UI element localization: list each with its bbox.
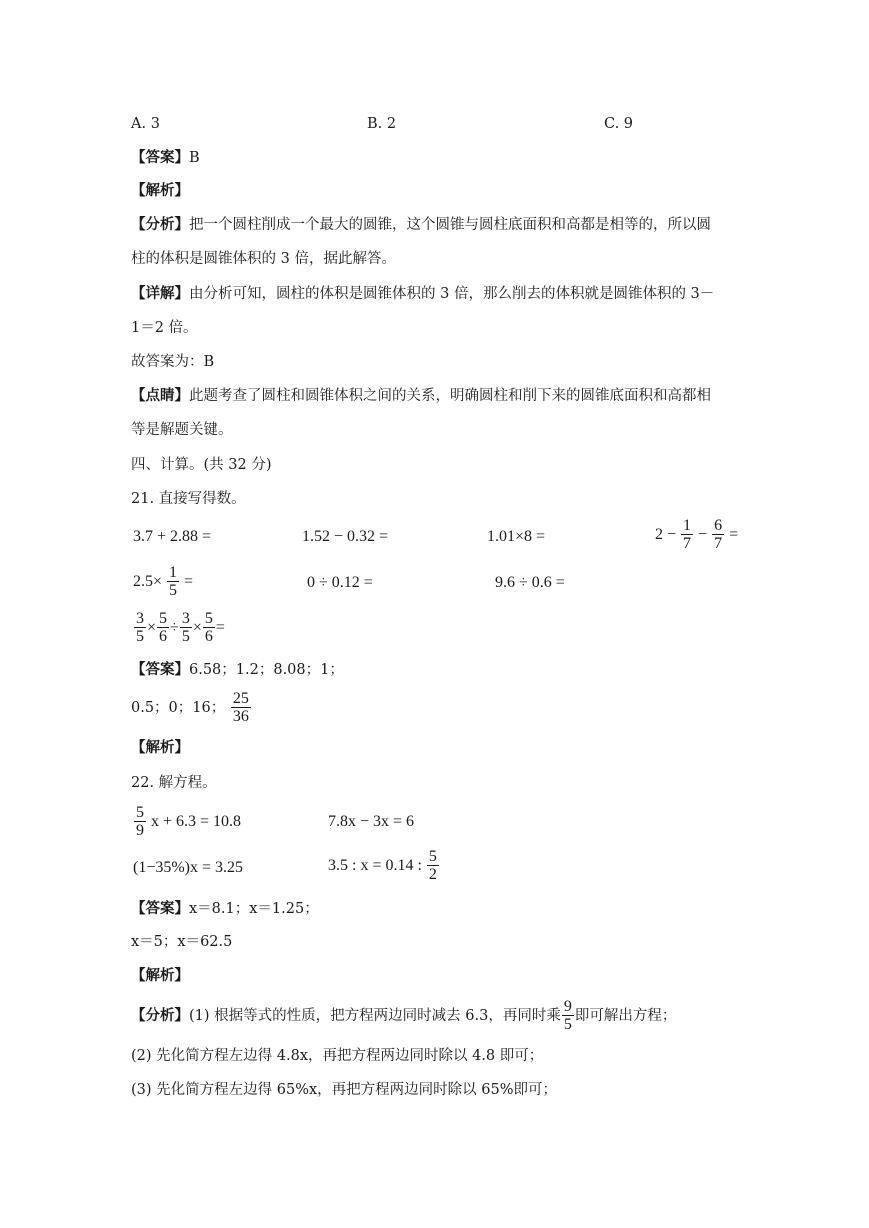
q20-dianjing-cont: 等是解题关键。 xyxy=(131,422,233,438)
q22-fenxi-3: (3) 先化简方程左边得 65%x，再把方程两边同时除以 65%即可； xyxy=(131,1082,557,1098)
q21-expr-7: 9.6 ÷ 0.6 = xyxy=(495,574,565,591)
q21-jiexi: 【解析】 xyxy=(131,739,189,756)
q22-title: 22. 解方程。 xyxy=(131,775,217,791)
q21-answer: 【答案】6.58；1.2；8.08；1； xyxy=(131,661,344,678)
q20-fenxi-cont: 柱的体积是圆锥体积的 3 倍，据此解答。 xyxy=(131,251,396,267)
q22-eq-2: 7.8x − 3x = 6 xyxy=(328,813,415,830)
q20-fenxi: 【分析】把一个圆柱削成一个最大的圆锥，这个圆锥与圆柱底面积和高都是相等的，所以圆 xyxy=(131,216,711,233)
q22-fenxi-2: (2) 先化简方程左边得 4.8x，再把方程两边同时除以 4.8 即可； xyxy=(131,1048,544,1064)
q20-jiexi: 【解析】 xyxy=(131,182,189,199)
q20-answer: 【答案】B xyxy=(131,149,200,166)
section-heading: 四、计算。(共 32 分) xyxy=(131,457,272,473)
q21-expr-1: 3.7 + 2.88 = xyxy=(133,528,212,545)
q20-xiangjie-cont: 1＝2 倍。 xyxy=(131,320,198,336)
q22-eq-4: 3.5 : x = 0.14 : $\frac{5}{2}$ xyxy=(328,848,437,883)
q20-xiangjie: 【详解】由分析可知，圆柱的体积是圆锥体积的 3 倍，那么削去的体积就是圆锥体积的 3－ xyxy=(131,285,715,302)
q22-eq-3: (1−35%)x = 3.25 xyxy=(133,859,244,876)
q22-answer: 【答案】x＝8.1；x＝1.25； xyxy=(131,900,319,917)
q21-expr-2: 1.52 − 0.32 = xyxy=(302,528,389,545)
q21-expr-3: 1.01×8 = xyxy=(487,528,546,545)
q21-title: 21. 直接写得数。 xyxy=(131,491,246,507)
q22-jiexi: 【解析】 xyxy=(131,967,189,984)
q21-expr-8: $\frac{3}{5}$ × $\frac{5}{6}$ ÷ $\frac{3}{5}$ × $\frac{5}{6}$ = xyxy=(136,610,225,645)
q22-eq-1: $\frac{5}{9}$ x + 6.3 = 10.8 xyxy=(136,804,242,839)
option-c: C. 9 xyxy=(604,116,634,132)
q21-expr-4: 2 − $\frac{1}{7}$ − $\frac{6}{7}$ = xyxy=(655,517,739,552)
option-a: A. 3 xyxy=(131,116,160,132)
q21-expr-6: 0 ÷ 0.12 = xyxy=(307,574,373,591)
q21-answer-cont: 0.5；0；16； $\frac{25}{36}$ xyxy=(131,690,249,725)
q20-dianjing: 【点睛】此题考查了圆柱和圆锥体积之间的关系，明确圆柱和削下来的圆锥底面积和高都相 xyxy=(131,387,711,404)
q22-fenxi: 【分析】(1) 根据等式的性质，把方程两边同时减去 6.3，再同时乘 $\frac{9}{5}$ 即可解出方程； xyxy=(131,998,677,1033)
q21-expr-5: 2.5× $\frac{1}{5}$ = xyxy=(133,564,194,599)
q20-conclusion: 故答案为：B xyxy=(131,354,215,370)
option-b: B. 2 xyxy=(367,116,397,132)
q22-answer-cont: x＝5；x＝62.5 xyxy=(131,934,233,950)
